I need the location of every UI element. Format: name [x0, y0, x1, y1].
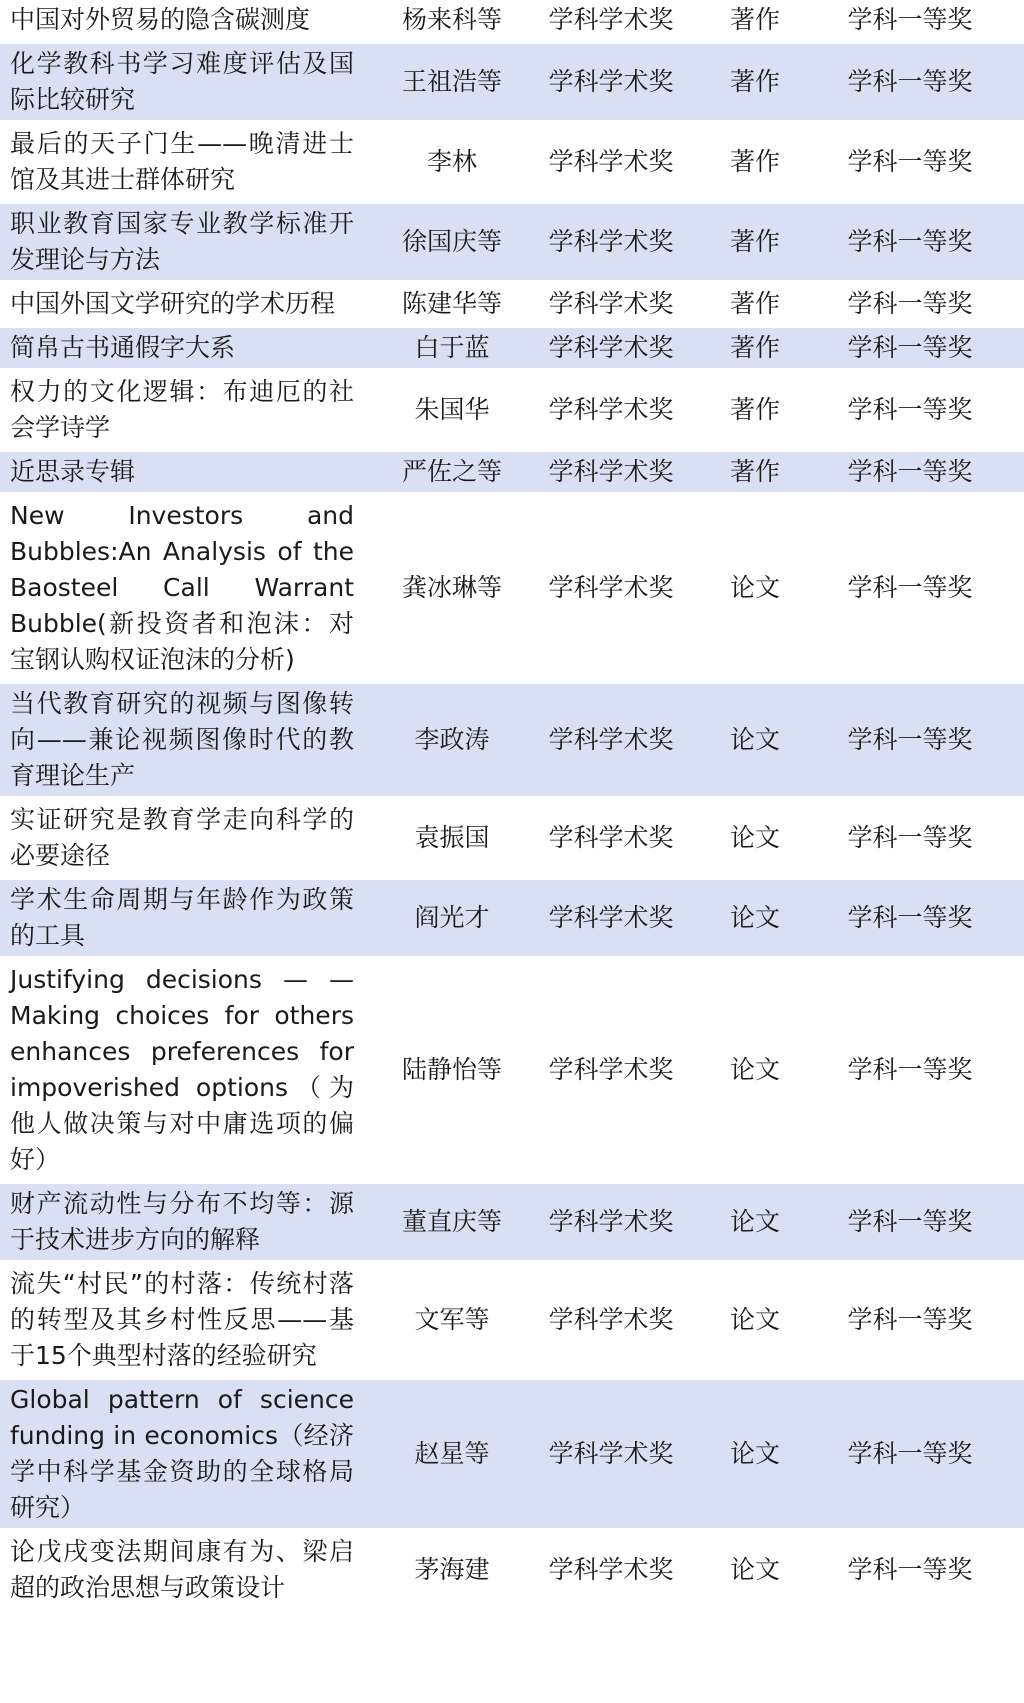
work-type: 著作: [690, 370, 820, 450]
award-level: 学科一等奖: [820, 282, 1024, 326]
award-category: 学科学术奖: [532, 282, 690, 326]
author: 茅海建: [372, 1530, 532, 1608]
award-level: 学科一等奖: [820, 1378, 1024, 1530]
work-type: 著作: [690, 202, 820, 282]
award-level: 学科一等奖: [820, 878, 1024, 958]
author: 杨来科等: [372, 0, 532, 42]
work-type: 著作: [690, 122, 820, 202]
award-level: 学科一等奖: [820, 326, 1024, 370]
award-category: 学科学术奖: [532, 494, 690, 682]
table-row: [0, 0, 1024, 42]
work-type: 论文: [690, 682, 820, 798]
award-level: 学科一等奖: [820, 1530, 1024, 1608]
table-row: [0, 282, 1024, 326]
table-row: [0, 494, 1024, 682]
work-type: 著作: [690, 326, 820, 370]
author: 龚冰琳等: [372, 494, 532, 682]
table-row: [0, 122, 1024, 202]
work-type: 著作: [690, 42, 820, 122]
table-row: [0, 682, 1024, 798]
author: 白于蓝: [372, 326, 532, 370]
award-level: 学科一等奖: [820, 682, 1024, 798]
work-title: 财产流动性与分布不均等：源于技术进步方向的解释: [0, 1182, 372, 1262]
work-title: 简帛古书通假字大系: [0, 326, 372, 370]
table-row: [0, 1262, 1024, 1378]
author: 朱国华: [372, 370, 532, 450]
award-level: 学科一等奖: [820, 958, 1024, 1182]
work-type: 著作: [690, 450, 820, 494]
award-level: 学科一等奖: [820, 42, 1024, 122]
work-title: 权力的文化逻辑：布迪厄的社会学诗学: [0, 370, 372, 450]
author: 袁振国: [372, 798, 532, 878]
work-title: 近思录专辑: [0, 450, 372, 494]
table-row: [0, 42, 1024, 122]
work-title: 中国对外贸易的隐含碳测度: [0, 0, 372, 42]
award-level: 学科一等奖: [820, 450, 1024, 494]
table-row: [0, 1378, 1024, 1530]
work-type: 论文: [690, 1530, 820, 1608]
table-row: [0, 958, 1024, 1182]
author: 李林: [372, 122, 532, 202]
work-title: 职业教育国家专业教学标准开发理论与方法: [0, 202, 372, 282]
work-title: 当代教育研究的视频与图像转向——兼论视频图像时代的教育理论生产: [0, 682, 372, 798]
work-type: 论文: [690, 878, 820, 958]
work-type: 著作: [690, 0, 820, 42]
work-title: 流失“村民”的村落：传统村落的转型及其乡村性反思——基于15个典型村落的经验研究: [0, 1262, 372, 1378]
author: 赵星等: [372, 1378, 532, 1530]
award-category: 学科学术奖: [532, 450, 690, 494]
award-category: 学科学术奖: [532, 202, 690, 282]
work-title: 学术生命周期与年龄作为政策的工具: [0, 878, 372, 958]
work-title: 中国外国文学研究的学术历程: [0, 282, 372, 326]
author: 严佐之等: [372, 450, 532, 494]
award-category: 学科学术奖: [532, 798, 690, 878]
work-title: 论戊戌变法期间康有为、梁启超的政治思想与政策设计: [0, 1530, 372, 1608]
award-level: 学科一等奖: [820, 1182, 1024, 1262]
work-type: 论文: [690, 494, 820, 682]
author: 文军等: [372, 1262, 532, 1378]
table-row: [0, 326, 1024, 370]
work-title: Justifying decisions — — Making choices for others enhances preferences for impoverished options（为他人做决策与对中庸选项的偏好）: [0, 958, 372, 1182]
table-row: [0, 1530, 1024, 1608]
author: 阎光才: [372, 878, 532, 958]
award-category: 学科学术奖: [532, 122, 690, 202]
table-row: [0, 450, 1024, 494]
table-row: [0, 1182, 1024, 1262]
work-title: New Investors and Bubbles:An Analysis of the Baosteel Call Warrant Bubble(新投资者和泡沫：对宝钢认购权证泡沫的分析): [0, 494, 372, 682]
work-type: 论文: [690, 1378, 820, 1530]
award-level: 学科一等奖: [820, 0, 1024, 42]
table-row: [0, 878, 1024, 958]
award-category: 学科学术奖: [532, 1182, 690, 1262]
award-category: 学科学术奖: [532, 42, 690, 122]
award-category: 学科学术奖: [532, 1378, 690, 1530]
award-level: 学科一等奖: [820, 494, 1024, 682]
award-level: 学科一等奖: [820, 370, 1024, 450]
author: 陈建华等: [372, 282, 532, 326]
award-level: 学科一等奖: [820, 1262, 1024, 1378]
work-title: Global pattern of science funding in economics（经济学中科学基金资助的全球格局研究）: [0, 1378, 372, 1530]
work-type: 论文: [690, 798, 820, 878]
award-category: 学科学术奖: [532, 326, 690, 370]
author: 王祖浩等: [372, 42, 532, 122]
author: 陆静怡等: [372, 958, 532, 1182]
table-row: [0, 202, 1024, 282]
work-title: 实证研究是教育学走向科学的必要途径: [0, 798, 372, 878]
work-type: 论文: [690, 1262, 820, 1378]
award-category: 学科学术奖: [532, 958, 690, 1182]
work-type: 著作: [690, 282, 820, 326]
author: 徐国庆等: [372, 202, 532, 282]
work-type: 论文: [690, 1182, 820, 1262]
award-category: 学科学术奖: [532, 370, 690, 450]
work-title: 最后的天子门生——晚清进士馆及其进士群体研究: [0, 122, 372, 202]
work-type: 论文: [690, 958, 820, 1182]
award-level: 学科一等奖: [820, 122, 1024, 202]
award-category: 学科学术奖: [532, 1530, 690, 1608]
table-row: [0, 370, 1024, 450]
award-category: 学科学术奖: [532, 0, 690, 42]
author: 李政涛: [372, 682, 532, 798]
award-level: 学科一等奖: [820, 798, 1024, 878]
table-row: [0, 798, 1024, 878]
author: 董直庆等: [372, 1182, 532, 1262]
work-title: 化学教科书学习难度评估及国际比较研究: [0, 42, 372, 122]
award-level: 学科一等奖: [820, 202, 1024, 282]
award-category: 学科学术奖: [532, 682, 690, 798]
award-category: 学科学术奖: [532, 1262, 690, 1378]
award-category: 学科学术奖: [532, 878, 690, 958]
